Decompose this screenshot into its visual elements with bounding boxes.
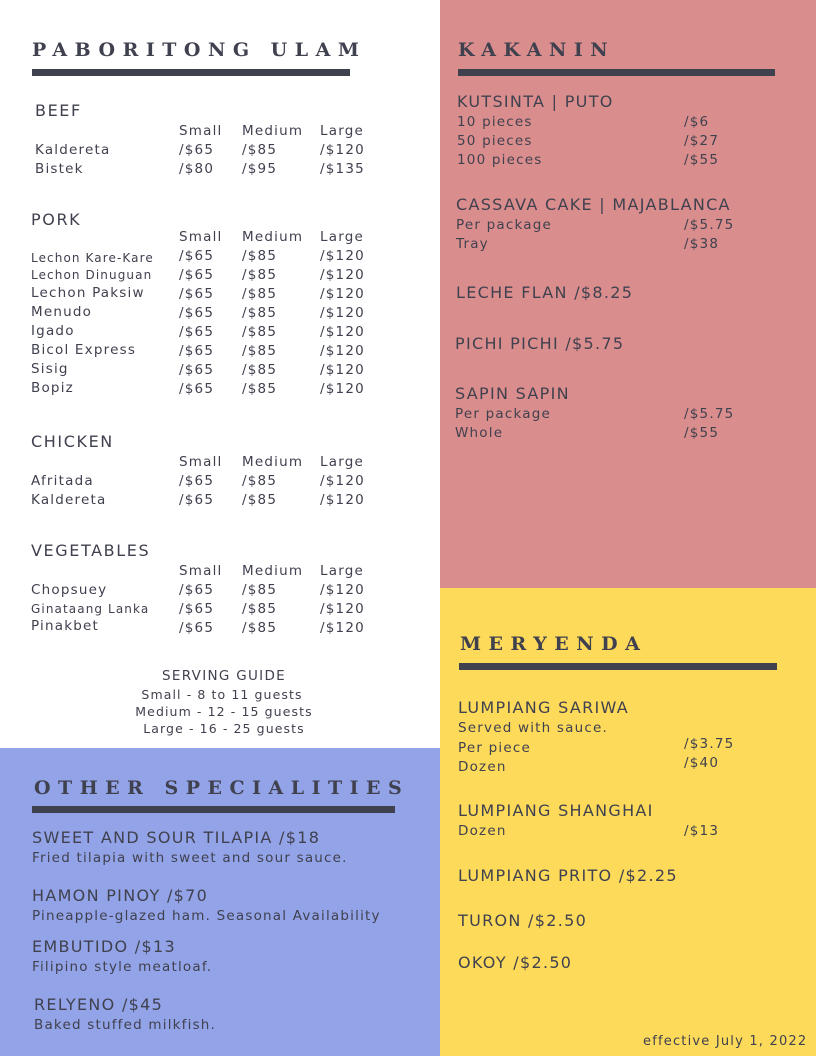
menu-item-price-small: /$65: [179, 286, 215, 302]
size-medium-label: Medium: [242, 123, 304, 139]
menu-item-name: Afritada: [31, 473, 94, 489]
menu-item-name: Lechon Paksiw: [31, 285, 145, 301]
kakanin-item-title: KUTSINTA | PUTO: [457, 92, 614, 111]
menu-item-price-large: /$120: [320, 286, 365, 302]
speciality-title: HAMON PINOY /$70: [32, 886, 209, 905]
specialities-heading: OTHER SPECIALITIES: [34, 777, 410, 799]
menu-item-price-medium: /$85: [242, 620, 278, 636]
menu-item-name: Sisig: [31, 361, 69, 377]
menu-item-name: Menudo: [31, 304, 93, 320]
menu-item-price-small: /$65: [179, 324, 215, 340]
menu-item-price-medium: /$85: [242, 601, 278, 617]
menu-item-price-medium: /$85: [242, 142, 278, 158]
menu-item-price-medium: /$85: [242, 343, 278, 359]
menu-item-price-large: /$135: [320, 161, 365, 177]
speciality-title: RELYENO /$45: [34, 995, 164, 1014]
section-title-pork: PORK: [31, 210, 82, 229]
kakanin-row-price: /$6: [684, 114, 710, 130]
size-medium-label: Medium: [242, 454, 304, 470]
menu-item-price-small: /$65: [179, 142, 215, 158]
kakanin-row-label: Per package: [456, 217, 552, 233]
meryenda-heading: MERYENDA: [460, 633, 648, 655]
serving-guide-line: Small - 8 to 11 guests: [141, 687, 303, 702]
ulam-heading: PABORITONG ULAM: [32, 39, 367, 61]
menu-item-price-small: /$80: [179, 161, 215, 177]
kakanin-item-title: CASSAVA CAKE | MAJABLANCA: [456, 195, 731, 214]
menu-item-price-large: /$120: [320, 324, 365, 340]
menu-item-price-large: /$120: [320, 582, 365, 598]
meryenda-row-price: /$40: [684, 755, 720, 771]
menu-item-price-small: /$65: [179, 362, 215, 378]
menu-item-price-small: /$65: [179, 381, 215, 397]
menu-item-price-small: /$65: [179, 582, 215, 598]
kakanin-heading: KAKANIN: [458, 39, 616, 61]
menu-item-price-medium: /$85: [242, 248, 278, 264]
menu-item-name: Bistek: [35, 161, 84, 177]
menu-item-price-large: /$120: [320, 381, 365, 397]
serving-guide-line: Large - 16 - 25 guests: [143, 721, 305, 736]
kakanin-row-price: /$55: [684, 425, 720, 441]
speciality-title: SWEET AND SOUR TILAPIA /$18: [32, 828, 321, 847]
kakanin-row-label: Whole: [455, 425, 504, 441]
menu-item-price-medium: /$85: [242, 286, 278, 302]
menu-item-price-large: /$120: [320, 267, 365, 283]
menu-item-price-medium: /$85: [242, 473, 278, 489]
menu-item-price-medium: /$95: [242, 161, 278, 177]
size-small-label: Small: [179, 229, 223, 245]
menu-item-price-small: /$65: [179, 620, 215, 636]
meryenda-row-price: /$13: [684, 823, 720, 839]
section-title-chicken: CHICKEN: [31, 432, 114, 451]
speciality-description: Filipino style meatloaf.: [32, 959, 213, 975]
kakanin-row-label: Tray: [456, 236, 489, 252]
section-title-beef: BEEF: [35, 101, 82, 120]
size-medium-label: Medium: [242, 229, 304, 245]
meryenda-row-label: Dozen: [458, 823, 507, 839]
kakanin-heading-bar: [458, 69, 775, 76]
menu-item-name: Igado: [31, 323, 75, 339]
menu-item-name: Pinakbet: [31, 618, 100, 634]
specialities-heading-bar: [32, 806, 395, 813]
section-title-vegetables: VEGETABLES: [31, 541, 151, 560]
size-small-label: Small: [179, 563, 223, 579]
ulam-heading-bar: [32, 69, 350, 76]
kakanin-row-price: /$5.75: [684, 406, 735, 422]
meryenda-item-title: LUMPIANG SARIWA: [458, 698, 630, 717]
menu-item-price-small: /$65: [179, 343, 215, 359]
menu-item-price-medium: /$85: [242, 324, 278, 340]
size-large-label: Large: [320, 123, 364, 139]
speciality-title: EMBUTIDO /$13: [32, 937, 176, 956]
kakanin-row-label: Per package: [455, 406, 551, 422]
menu-item-price-small: /$65: [179, 492, 215, 508]
serving-guide-title: SERVING GUIDE: [162, 668, 286, 684]
kakanin-item-title: PICHI PICHI /$5.75: [455, 334, 625, 353]
size-small-label: Small: [179, 123, 223, 139]
speciality-description: Pineapple-glazed ham. Seasonal Availability: [32, 908, 381, 924]
menu-item-price-large: /$120: [320, 473, 365, 489]
menu-item-price-large: /$120: [320, 620, 365, 636]
size-large-label: Large: [320, 229, 364, 245]
meryenda-row-price: /$3.75: [684, 736, 735, 752]
kakanin-item-title: SAPIN SAPIN: [455, 384, 570, 403]
meryenda-item-title: LUMPIANG PRITO /$2.25: [458, 866, 678, 885]
menu-item-name: Kaldereta: [31, 492, 107, 508]
kakanin-row-label: 10 pieces: [457, 114, 533, 130]
menu-item-price-large: /$120: [320, 305, 365, 321]
meryenda-row-label: Per piece: [458, 740, 531, 756]
menu-item-name: Bopiz: [31, 380, 74, 396]
meryenda-item-title: TURON /$2.50: [458, 911, 588, 930]
menu-item-price-medium: /$85: [242, 492, 278, 508]
effective-date: effective July 1, 2022: [643, 1034, 808, 1049]
kakanin-row-price: /$27: [684, 133, 720, 149]
kakanin-row-price: /$55: [684, 152, 720, 168]
menu-item-name: Ginataang Lanka: [31, 602, 150, 616]
menu-item-price-small: /$65: [179, 267, 215, 283]
menu-item-price-small: /$65: [179, 601, 215, 617]
size-large-label: Large: [320, 563, 364, 579]
speciality-description: Baked stuffed milkfish.: [34, 1017, 217, 1033]
menu-item-name: Lechon Dinuguan: [31, 268, 153, 282]
menu-item-price-large: /$120: [320, 601, 365, 617]
menu-item-name: Bicol Express: [31, 342, 137, 358]
menu-item-price-large: /$120: [320, 492, 365, 508]
kakanin-row-price: /$38: [684, 236, 720, 252]
kakanin-row-price: /$5.75: [684, 217, 735, 233]
menu-item-price-small: /$65: [179, 305, 215, 321]
meryenda-panel: [440, 588, 816, 1056]
size-small-label: Small: [179, 454, 223, 470]
serving-guide-line: Medium - 12 - 15 guests: [135, 704, 313, 719]
kakanin-item-title: LECHE FLAN /$8.25: [456, 283, 634, 302]
menu-item-price-large: /$120: [320, 362, 365, 378]
menu-item-price-medium: /$85: [242, 305, 278, 321]
menu-item-price-small: /$65: [179, 473, 215, 489]
meryenda-row-label: Dozen: [458, 759, 507, 775]
menu-item-price-medium: /$85: [242, 582, 278, 598]
menu-item-price-large: /$120: [320, 343, 365, 359]
kakanin-row-label: 100 pieces: [457, 152, 543, 168]
menu-item-price-medium: /$85: [242, 362, 278, 378]
kakanin-row-label: 50 pieces: [457, 133, 533, 149]
menu-item-price-medium: /$85: [242, 381, 278, 397]
size-medium-label: Medium: [242, 563, 304, 579]
meryenda-item-title: OKOY /$2.50: [458, 953, 573, 972]
meryenda-item-title: LUMPIANG SHANGHAI: [458, 801, 654, 820]
size-large-label: Large: [320, 454, 364, 470]
meryenda-heading-bar: [459, 663, 777, 670]
menu-item-price-large: /$120: [320, 248, 365, 264]
menu-item-price-medium: /$85: [242, 267, 278, 283]
meryenda-item-note: Served with sauce.: [458, 720, 608, 736]
menu-item-price-large: /$120: [320, 142, 365, 158]
menu-item-name: Lechon Kare-Kare: [31, 251, 154, 265]
speciality-description: Fried tilapia with sweet and sour sauce.: [32, 850, 348, 866]
menu-item-name: Kaldereta: [35, 142, 111, 158]
menu-item-price-small: /$65: [179, 248, 215, 264]
menu-item-name: Chopsuey: [31, 582, 108, 598]
